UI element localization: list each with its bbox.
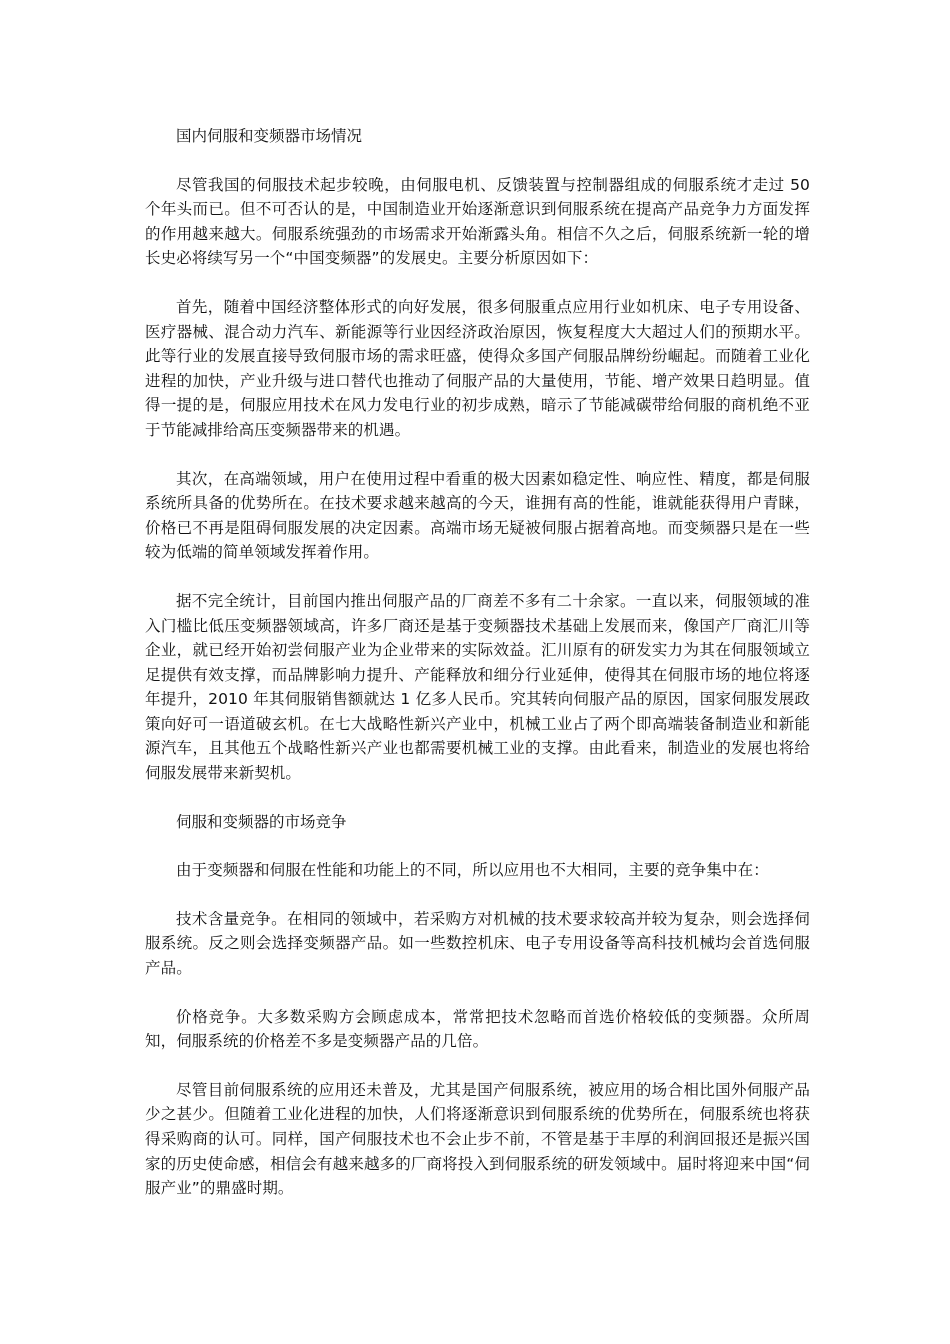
paragraph-conclusion: 尽管目前伺服系统的应用还未普及，尤其是国产伺服系统，被应用的场合相比国外伺服产品少之甚少。但随着工业化进程的加快，人们将逐渐意识到伺服系统的优势所在，伺服系统也将获得采购商的认可。同样，国产伺服技术也不会止步不前，不管是基于丰厚的利润回报还是振兴国家的历史使命感，相信会有越来越多的厂商将投入到伺服系统的研发领域中。届时将迎来中国“伺服产业”的鼎盛时期。	[145, 1080, 810, 1198]
paragraph-competition-intro: 由于变频器和伺服在性能和功能上的不同，所以应用也不大相同，主要的竞争集中在：	[176, 861, 769, 880]
section-heading-market-competition: 伺服和变频器的市场竞争	[176, 812, 347, 831]
paragraph-technology-competition: 技术含量竞争。在相同的领域中，若采购方对机械的技术要求较高并较为复杂，则会选择伺服系统。反之则会选择变频器产品。如一些数控机床、电子专用设备等高科技机械均会首选伺服产品。	[145, 909, 810, 978]
paragraph-first-reason: 首先，随着中国经济整体形式的向好发展，很多伺服重点应用行业如机床、电子专用设备、医疗器械、混合动力汽车、新能源等行业因经济政治原因，恢复程度大大超过人们的预期水平。此等行业的发展直接导致伺服市场的需求旺盛，使得众多国产伺服品牌纷纷崛起。而随着工业化进程的加快，产业升级与进口替代也推动了伺服产品的大量使用，节能、增产效果日趋明显。值得一提的是，伺服应用技术在风力发电行业的初步成熟，暗示了节能减碳带给伺服的商机绝不亚于节能减排给高压变频器带来的机遇。	[145, 297, 810, 439]
paragraph-price-competition: 价格竞争。大多数采购方会顾虑成本，常常把技术忽略而首选价格较低的变频器。众所周知，伺服系统的价格差不多是变频器产品的几倍。	[145, 1007, 810, 1051]
section-heading-domestic-market: 国内伺服和变频器市场情况	[176, 127, 363, 145]
paragraph-intro: 尽管我国的伺服技术起步较晚，由伺服电机、反馈装置与控制器组成的伺服系统才走过 50 个年头而已。但不可否认的是，中国制造业开始逐渐意识到伺服系统在提高产品竞争力方面发挥的作用越来越大。伺服系统强劲的市场需求开始渐露头角。相信不久之后，伺服系统新一轮的增长史必将续写另一个“中国变频器”的发展史。主要分析原因如下：	[145, 175, 810, 268]
document-body	[145, 124, 810, 1225]
paragraph-second-reason: 其次，在高端领域，用户在使用过程中看重的极大因素如稳定性、响应性、精度，都是伺服系统所具备的优势所在。在技术要求越来越高的今天，谁拥有高的性能，谁就能获得用户青睐，价格已不再是阻碍伺服发展的决定因素。高端市场无疑被伺服占据着高地。而变频器只是在一些较为低端的简单领域发挥着作用。	[145, 469, 810, 562]
paragraph-statistics: 据不完全统计，目前国内推出伺服产品的厂商差不多有二十余家。一直以来，伺服领域的准入门槛比低压变频器领域高，许多厂商还是基于变频器技术基础上发展而来，像国产厂商汇川等企业，就已经开始初尝伺服产业为企业带来的实际效益。汇川原有的研发实力为其在伺服领域立足提供有效支撑，而品牌影响力提升、产能释放和细分行业延伸，使得其在伺服市场的地位将逐年提升，2010 年其伺服销售额就达 1 亿多人民币。究其转向伺服产品的原因，国家伺服发展政策向好可一语道破玄机。在七大战略性新兴产业中，机械工业占了两个即高端装备制造业和新能源汽车，且其他五个战略性新兴产业也都需要机械工业的支撑。由此看来，制造业的发展也将给伺服发展带来新契机。	[145, 591, 810, 783]
